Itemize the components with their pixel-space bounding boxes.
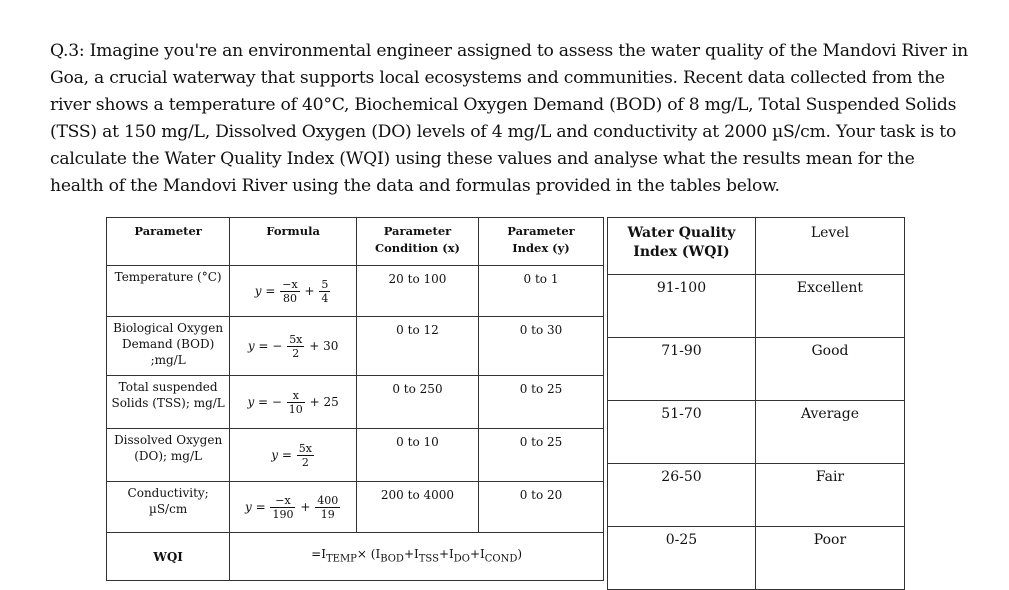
fraction-denominator: 80 — [282, 291, 297, 305]
table-row — [608, 464, 905, 527]
formula-tail: + 30 — [309, 338, 339, 353]
wqi-range: 91-100 — [608, 275, 756, 338]
param-name-line: Biological Oxygen — [113, 321, 224, 335]
wqi-range: 0-25 — [608, 527, 756, 590]
fraction-denominator: 10 — [288, 402, 303, 416]
param-name-line: Conductivity; — [127, 486, 209, 500]
wqi-level: Excellent — [755, 275, 904, 338]
index-cell: 0 to 20 — [478, 482, 603, 533]
index-cell: 0 to 1 — [478, 266, 603, 317]
wqi-level-table — [607, 217, 905, 590]
param-name — [107, 376, 230, 429]
condition-cell: 0 to 250 — [356, 376, 478, 429]
formula-lhs: y = — [254, 283, 276, 298]
wqi-sub-bod: BOD — [380, 553, 404, 565]
header-condition-line2: Condition (x) — [374, 241, 460, 255]
fraction-denominator: 190 — [272, 507, 294, 521]
index-cell: 0 to 25 — [478, 376, 603, 429]
formula-cell — [230, 376, 357, 429]
table-row-do — [107, 429, 604, 482]
fraction-numerator: −x — [270, 494, 295, 508]
header-wqi-line1: Water Quality — [627, 225, 736, 241]
fraction-denominator: 2 — [292, 346, 300, 360]
table-row-bod — [107, 317, 604, 376]
formula-cell — [230, 266, 357, 317]
table-row — [608, 275, 905, 338]
header-index-line1: Parameter — [507, 224, 575, 238]
header-condition-line1: Parameter — [383, 224, 452, 238]
formula-cell — [230, 317, 357, 376]
wqi-eq: =I — [311, 546, 326, 561]
formula-fraction — [297, 442, 314, 469]
fraction-numerator: 400 — [317, 493, 339, 507]
formula-fraction — [287, 333, 304, 360]
table-row — [608, 401, 905, 464]
wqi-plus: +I — [403, 546, 419, 561]
formula-cell — [230, 482, 357, 533]
wqi-range: 51-70 — [608, 401, 756, 464]
wqi-range: 26-50 — [608, 464, 756, 527]
wqi-formula — [230, 533, 604, 581]
wqi-label: WQI — [107, 533, 230, 581]
header-index-line2: Index (y) — [512, 241, 570, 255]
formula-lhs: y = — [271, 447, 292, 462]
param-name-line: Total suspended — [118, 380, 218, 394]
question-text: Q.3: Imagine you're an environmental engineer assigned to assess the water quality of the Mandovi River in Goa, a crucial waterway that supports local ecosystems and communities. Recent data collected from the river shows a temperature of 40°C, Biochemical Oxygen Demand (BOD) of 8 mg/L, Total Suspended Solids (TSS) at 150 mg/L, Dissolved Oxygen (DO) levels of 4 mg/L and conductivity at 2000 µS/cm. Your task is to calculate the Water Quality Index (WQI) using these values and analyse what the results mean for the health of the Mandovi River using the data and formulas provided in the tables below. — [50, 41, 968, 196]
fraction-numerator: x — [287, 389, 305, 403]
param-name — [107, 266, 230, 317]
level-table-header — [608, 218, 905, 275]
formula-lhs: y = − — [247, 338, 283, 353]
table-row-conductivity — [107, 482, 604, 533]
param-name — [107, 429, 230, 482]
fraction-numerator: 5x — [289, 332, 303, 346]
parameter-table — [106, 217, 604, 581]
param-name-line: ;mg/L — [150, 353, 186, 367]
fraction-denominator: 4 — [321, 291, 329, 305]
table-row — [608, 527, 905, 590]
param-name-line: (DO); mg/L — [134, 449, 202, 463]
table-row — [608, 338, 905, 401]
header-wqi — [608, 218, 756, 275]
wqi-times: × (I — [356, 546, 381, 561]
wqi-level: Poor — [755, 527, 904, 590]
index-cell: 0 to 30 — [478, 317, 603, 376]
formula-lhs: y = — [245, 499, 266, 514]
wqi-sub-cond: COND — [484, 553, 518, 565]
formula-lhs: y = − — [247, 394, 282, 409]
fraction-numerator: 5 — [321, 277, 329, 291]
header-condition — [356, 218, 478, 266]
wqi-sub-tss: TSS — [418, 553, 439, 565]
fraction-denominator: 19 — [320, 507, 335, 521]
formula-operator: + — [304, 283, 315, 298]
formula-fraction — [280, 278, 299, 305]
formula-fraction — [315, 494, 340, 521]
param-name-line: Dissolved Oxygen — [114, 433, 223, 447]
condition-cell: 0 to 12 — [356, 317, 478, 376]
param-name-line: Demand (BOD) — [121, 337, 215, 351]
parameter-table-header — [107, 218, 604, 266]
header-wqi-line2: Index (WQI) — [633, 244, 730, 260]
table-row-wqi — [107, 533, 604, 581]
header-parameter: Parameter — [107, 218, 230, 266]
header-level: Level — [755, 218, 904, 275]
wqi-plus: +I — [438, 546, 454, 561]
index-cell: 0 to 25 — [478, 429, 603, 482]
param-name-line: Solids (TSS); mg/L — [111, 396, 225, 410]
header-formula: Formula — [230, 218, 357, 266]
wqi-level: Average — [755, 401, 904, 464]
condition-cell: 200 to 4000 — [356, 482, 478, 533]
formula-operator: + — [300, 499, 311, 514]
formula-fraction — [270, 494, 295, 521]
wqi-close: ) — [517, 546, 523, 561]
formula-fraction — [287, 389, 305, 416]
formula-tail: + 25 — [309, 394, 339, 409]
wqi-level: Good — [755, 338, 904, 401]
table-row-tss — [107, 376, 604, 429]
wqi-range: 71-90 — [608, 338, 756, 401]
condition-cell: 0 to 10 — [356, 429, 478, 482]
formula-fraction — [319, 278, 330, 305]
wqi-level: Fair — [755, 464, 904, 527]
condition-cell: 20 to 100 — [356, 266, 478, 317]
wqi-sub-temp: TEMP — [325, 553, 357, 565]
wqi-plus: +I — [469, 546, 485, 561]
header-index — [478, 218, 603, 266]
param-name — [107, 482, 230, 533]
param-name-line: µS/cm — [149, 502, 188, 516]
fraction-numerator: 5x — [298, 441, 312, 455]
param-name-line: Temperature (°C) — [114, 270, 222, 284]
formula-cell — [230, 429, 357, 482]
table-row-temperature — [107, 266, 604, 317]
wqi-sub-do: DO — [453, 553, 470, 565]
fraction-denominator: 2 — [301, 455, 309, 469]
fraction-numerator: −x — [282, 277, 298, 291]
param-name — [107, 317, 230, 376]
